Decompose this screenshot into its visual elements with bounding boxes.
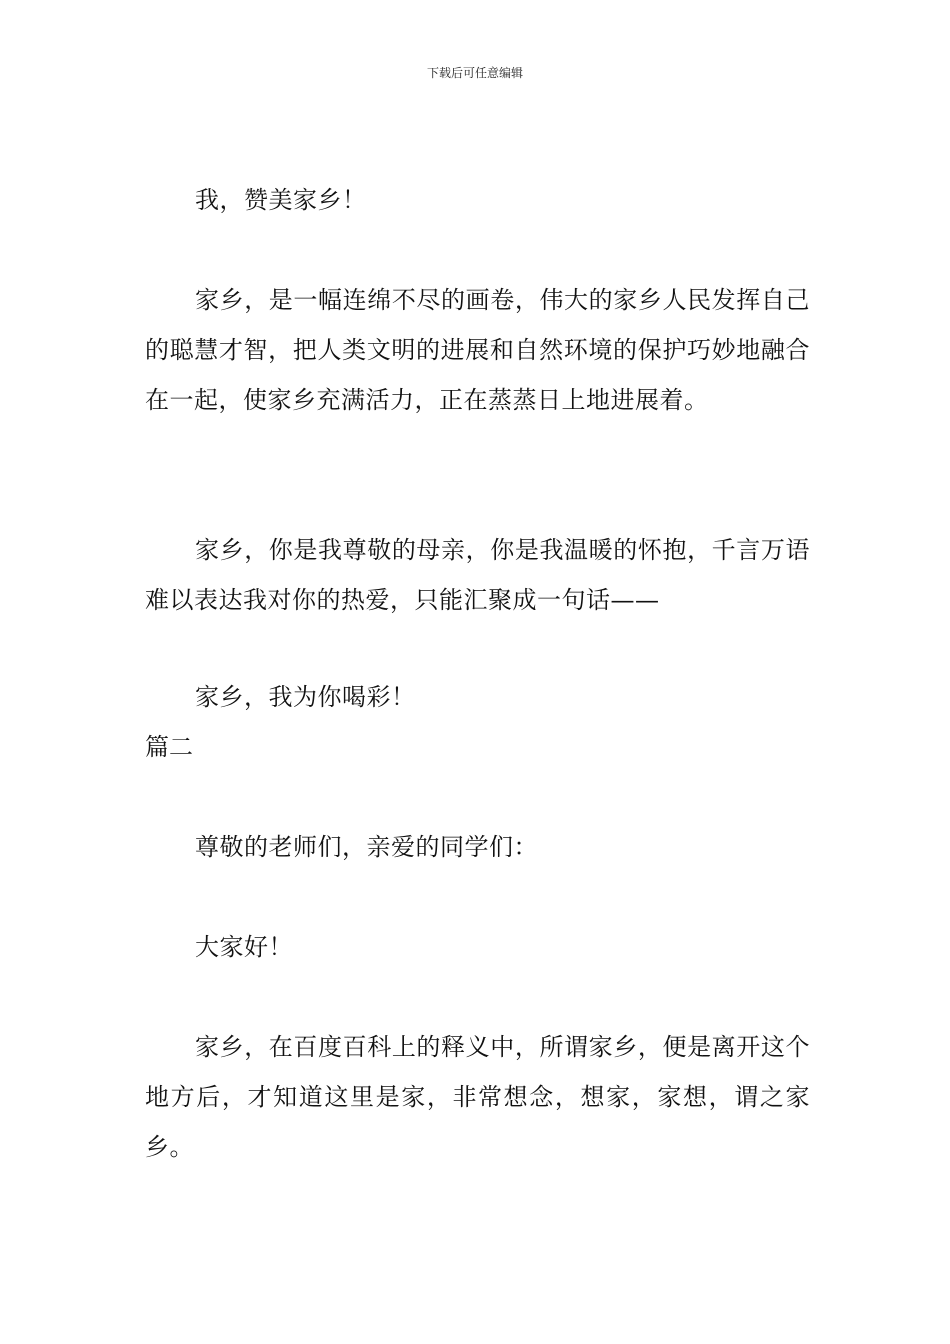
paragraph: 大家好！ xyxy=(195,933,293,961)
paragraph: 家乡，你是我尊敬的母亲，你是我温暖的怀抱，千言万语难以表达我对你的热爱，只能汇聚成一句话—— xyxy=(145,536,810,614)
page-header: 下载后可任意编辑 xyxy=(426,66,523,80)
section-heading: 篇二 xyxy=(145,733,193,761)
paragraph: 家乡，是一幅连绵不尽的画卷，伟大的家乡人民发挥自己的聪慧才智，把人类文明的进展和自然环境的保护巧妙地融合在一起，使家乡充满活力，正在蒸蒸日上地进展着。 xyxy=(145,286,810,414)
paragraph: 家乡，在百度百科上的释义中，所谓家乡，便是离开这个地方后，才知道这里是家，非常想念，想家，家想，谓之家乡。 xyxy=(145,1033,810,1161)
paragraph: 家乡，我为你喝彩！ xyxy=(195,683,416,711)
paragraph: 我，赞美家乡！ xyxy=(195,186,367,214)
paragraph: 尊敬的老师们，亲爱的同学们： xyxy=(195,833,538,861)
